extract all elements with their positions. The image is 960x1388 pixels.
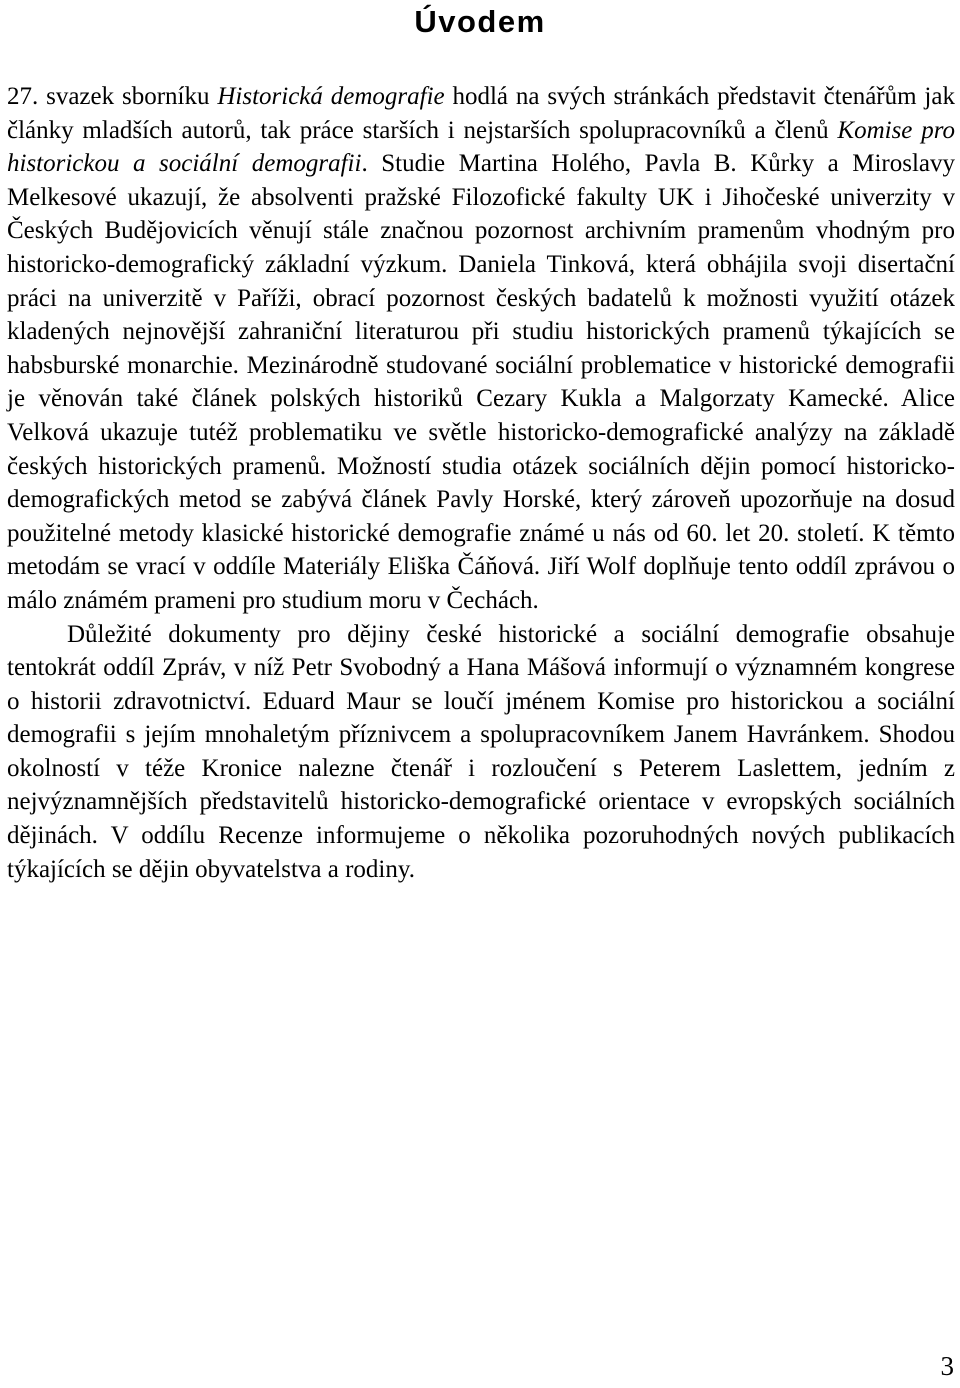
body-text — [7, 80, 955, 886]
page-title: Úvodem — [414, 4, 546, 39]
commission-name-italic: Komise pro historickou a sociální demografii — [7, 116, 955, 178]
paragraph-1-text-1: 27. svazek sborníku — [7, 83, 218, 110]
journal-title-italic: Historická demografie — [217, 83, 445, 110]
paragraph-1 — [7, 80, 955, 618]
paragraph-1-text-2: hodlá na svých stránkách představit čtenářům jak články mladších autorů, tak práce starších i nejstarších spolupracovníků a členů — [7, 83, 955, 144]
paragraph-2: Důležité dokumenty pro dějiny české historické a sociální demografie obsahuje tentokrát oddíl Zpráv, v níž Petr Svobodný a Hana Mášová informují o významném kongrese o historii zdravotnictví. Eduard Maur se loučí jménem Komise pro historickou a sociální demografii s jejím mnohaletým příznivcem a spolupracovníkem Janem Havránkem. Shodou okolností v téže Kronice nalezne čtenář i rozloučení s Peterem Laslettem, jedním z nejvýznamnějších představitelů historicko-demografické orientace v evropských sociálních dějinách. V oddílu Recenze informujeme o několika pozoruhodných nových publikacích týkajících se dějin obyvatelstva a rodiny. — [7, 620, 955, 883]
paragraph-1-text-3: . Studie Martina Holého, Pavla B. Kůrky a Miroslavy Melkesové ukazují, že absolventi pražské Filozofické fakulty UK i Jihočeské univerzity v Českých Budějovicích věnují stále značnou pozornost archivním pramenům vhodným pro historicko-demografický základní výzkum. Daniela Tinková, která obhájila svoji disertační práci na univerzitě v Paříži, obrací pozornost českých badatelů k možnosti využití otázek kladených nejnovější zahraniční literaturou při studiu historických pramenů týkajících se habsburské monarchie. Mezinárodně studované sociální problematice v historické demografii je věnován také článek polských historiků Cezary Kukla a Malgorzaty Kamecké. Alice Velková ukazuje tutéž problematiku ve světle historicko-demografické analýzy na základě českých historických pramenů. Možností studia otázek sociálních dějin pomocí historicko-demografických metod se zabývá článek Pavly Horské, který zároveň upozorňuje na dosud použitelné metody klasické historické demografie známé u nás od 60. let 20. století. K těmto metodám se vrací v oddíle Materiály Eliška Čáňová. Jiří Wolf doplňuje tento oddíl zprávou o málo známém prameni pro studium moru v Čechách. — [7, 150, 955, 614]
page-number: 3 — [940, 1351, 954, 1381]
